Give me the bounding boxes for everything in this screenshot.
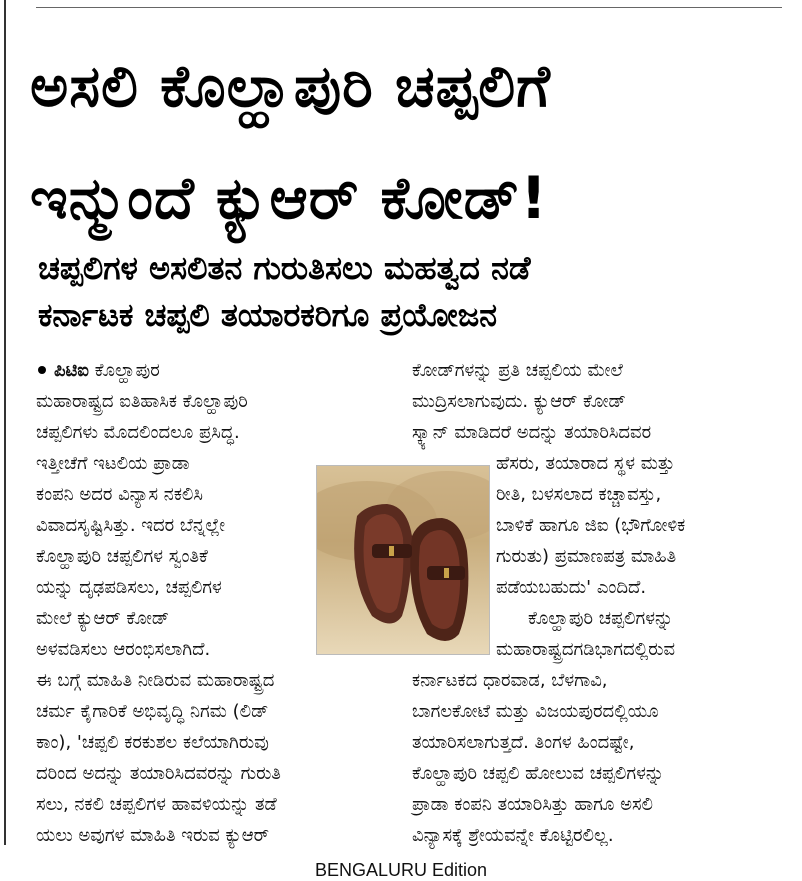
right-line: ರೀತಿ, ಬಳಸಲಾದ ಕಚ್ಚಾವಸ್ತು, [496,484,662,505]
headline-line-1: ಅಸಲಿ ಕೊಲ್ಹಾಪುರಿ ಚಪ್ಪಲಿಗೆ [30,52,551,120]
headline-line-2: ಇನ್ಮುಂದೆ ಕ್ಯುಆರ್ ಕೋಡ್! [30,164,548,232]
left-line: ಕಾಂ), 'ಚಪ್ಪಲಿ ಕರಕುಶಲ ಕಲೆಯಾಗಿರುವು [36,732,269,753]
right-line: ಕರ್ನಾಟಕದ ಧಾರವಾಡ, ಬೆಳಗಾವಿ, [412,670,608,691]
right-line: ಮಹಾರಾಷ್ಟ್ರದಗಡಿಭಾಗದಲ್ಲಿರುವ [496,639,676,660]
right-line: ಹೆಸರು, ತಯಾರಾದ ಸ್ಥಳ ಮತ್ತು [496,453,675,474]
left-line: ಚಪ್ಪಲಿಗಳು ಮೊದಲಿಂದಲೂ ಪ್ರಸಿದ್ಧ. [36,422,240,443]
subheadline-line-2: ಕರ್ನಾಟಕ ಚಪ್ಪಲಿ ತಯಾರಕರಿಗೂ ಪ್ರಯೋಜನ [38,296,498,334]
right-line: ಪ್ರಾಡಾ ಕಂಪನಿ ತಯಾರಿಸಿತ್ತು ಹಾಗೂ ಅಸಲಿ [412,794,653,815]
byline [36,355,386,386]
left-line: ವಿವಾದಸೃಷ್ಟಿಸಿತ್ತು. ಇದರ ಬೆನ್ನಲ್ಲೇ [36,515,226,536]
right-line: ಸ್ಕ್ಯಾನ್ ಮಾಡಿದರೆ ಅದನ್ನು ತಯಾರಿಸಿದವರ [412,422,652,443]
byline-place: ಕೊಲ್ಹಾಪುರ [94,360,160,381]
right-line: ಬಾಳಿಕೆ ಹಾಗೂ ಜಿಐ (ಭೌಗೋಳಿಕ [496,515,686,536]
right-line: ಬಾಗಲಕೋಟೆ ಮತ್ತು ವಿಜಯಪುರದಲ್ಲಿಯೂ [412,701,659,722]
right-line: ಗುರುತು) ಪ್ರಮಾಣಪತ್ರ ಮಾಹಿತಿ [496,546,677,567]
left-line: ಮಹಾರಾಷ್ಟ್ರದ ಐತಿಹಾಸಿಕ ಕೊಲ್ಹಾಪುರಿ [36,391,248,412]
article-right-column [412,355,764,851]
left-line: ಮೇಲೆ ಕ್ಯುಆರ್ ಕೋಡ್ [36,608,170,629]
right-line: ತಯಾರಿಸಲಾಗುತ್ತದೆ. ತಿಂಗಳ ಹಿಂದಷ್ಟೇ, [412,732,635,753]
byline-agency: ಪಿಟಿಐ [54,360,89,381]
left-line: ಯನ್ನು ದೃಢಪಡಿಸಲು, ಚಪ್ಪಲಿಗಳ [36,577,222,598]
right-line: ಮುದ್ರಿಸಲಾಗುವುದು. ಕ್ಯುಆರ್ ಕೋಡ್ [412,391,626,412]
column-rule [4,0,6,845]
left-line: ಚರ್ಮ ಕೈಗಾರಿಕೆ ಅಭಿವೃದ್ಧಿ ನಿಗಮ (ಲಿಡ್ [36,701,269,722]
left-line: ಕೊಲ್ಹಾಪುರಿ ಚಪ್ಪಲಿಗಳ ಸ್ವಂತಿಕೆ [36,546,208,567]
left-line: ಯಲು ಅವುಗಳ ಮಾಹಿತಿ ಇರುವ ಕ್ಯುಆರ್ [36,825,270,846]
left-line: ಇತ್ತೀಚೆಗೆ ಇಟಲಿಯ ಪ್ರಾಡಾ [36,453,190,474]
subheadline-line-1: ಚಪ್ಪಲಿಗಳ ಅಸಲಿತನ ಗುರುತಿಸಲು ಮಹತ್ವದ ನಡೆ [38,249,531,287]
right-line: ಕೊಲ್ಹಾಪುರಿ ಚಪ್ಪಲಿ ಹೋಲುವ ಚಪ್ಪಲಿಗಳನ್ನು [412,763,665,784]
left-line: ಅಳವಡಿಸಲು ಆರಂಭಿಸಲಾಗಿದೆ. [36,639,211,660]
left-line: ಈ ಬಗ್ಗೆ ಮಾಹಿತಿ ನೀಡಿರುವ ಮಹಾರಾಷ್ಟ್ರದ [36,670,275,691]
top-rule [36,7,782,8]
bullet-icon [38,366,46,374]
right-line: ಪಡೆಯಬಹುದು' ಎಂದಿದೆ. [496,577,647,598]
edition-label: BENGALURU Edition [314,860,488,880]
left-line: ಸಲು, ನಕಲಿ ಚಪ್ಪಲಿಗಳ ಹಾವಳಿಯನ್ನು ತಡೆ [36,794,277,815]
right-line: ಕೊಲ್ಹಾಪುರಿ ಚಪ್ಪಲಿಗಳನ್ನು [528,608,674,629]
left-line: ಕಂಪನಿ ಅದರ ವಿನ್ಯಾಸ ನಕಲಿಸಿ [36,484,203,505]
left-line: ದರಿಂದ ಅದನ್ನು ತಯಾರಿಸಿದವರನ್ನು ಗುರುತಿ [36,763,281,784]
right-line: ಕೋಡ್‌ಗಳನ್ನು ಪ್ರತಿ ಚಪ್ಪಲಿಯ ಮೇಲೆ [412,360,623,381]
right-line: ವಿನ್ಯಾಸಕ್ಕೆ ಶ್ರೇಯವನ್ನೇ ಕೊಟ್ಟಿರಲಿಲ್ಲ. [412,825,614,846]
